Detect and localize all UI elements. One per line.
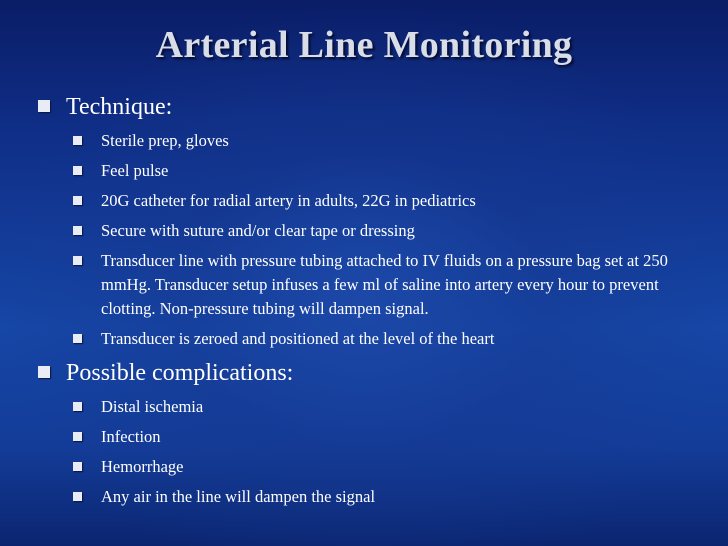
square-bullet-icon — [73, 256, 82, 265]
square-bullet-icon — [73, 166, 82, 175]
square-bullet-icon — [38, 100, 50, 112]
slide-title: Arterial Line Monitoring — [155, 24, 573, 66]
square-bullet-icon — [73, 402, 82, 411]
list-item-text: Secure with suture and/or clear tape or dressing — [101, 221, 415, 240]
section-heading-label: Technique: — [66, 94, 173, 120]
list-item-text: Hemorrhage — [101, 457, 184, 476]
list-item-text: Transducer is zeroed and positioned at the level of the heart — [101, 329, 495, 348]
square-bullet-icon — [73, 462, 82, 471]
square-bullet-icon — [73, 136, 82, 145]
slide-content — [38, 91, 688, 509]
list-item — [73, 425, 688, 449]
section-heading-label: Possible complications: — [66, 360, 294, 386]
list-item — [73, 485, 688, 509]
list-item — [73, 395, 688, 419]
square-bullet-icon — [38, 366, 50, 378]
square-bullet-icon — [73, 334, 82, 343]
list-item-text: Any air in the line will dampen the signal — [101, 487, 376, 506]
list-item-text: Distal ischemia — [101, 397, 204, 416]
list-item-text: Infection — [101, 427, 161, 446]
list-item-text: 20G catheter for radial artery in adults, 22G in pediatrics — [101, 191, 476, 210]
list-item — [73, 129, 688, 153]
list-item — [73, 219, 688, 243]
square-bullet-icon — [73, 492, 82, 501]
section-heading-technique — [38, 91, 688, 124]
section-heading-complications — [38, 357, 688, 390]
list-item — [73, 327, 688, 351]
list-item-text: Transducer line with pressure tubing attached to IV fluids on a pressure bag set at 250 mmHg. Transducer setup infuses a few ml of saline into artery every hour to prevent clotting. Non-pressure tubing will dampen signal. — [101, 251, 668, 318]
list-item-text: Sterile prep, gloves — [101, 131, 229, 150]
list-item — [73, 455, 688, 479]
square-bullet-icon — [73, 196, 82, 205]
square-bullet-icon — [73, 226, 82, 235]
list-item — [73, 189, 688, 213]
square-bullet-icon — [73, 432, 82, 441]
list-item-text: Feel pulse — [101, 161, 169, 180]
list-item — [73, 249, 688, 321]
list-item — [73, 159, 688, 183]
